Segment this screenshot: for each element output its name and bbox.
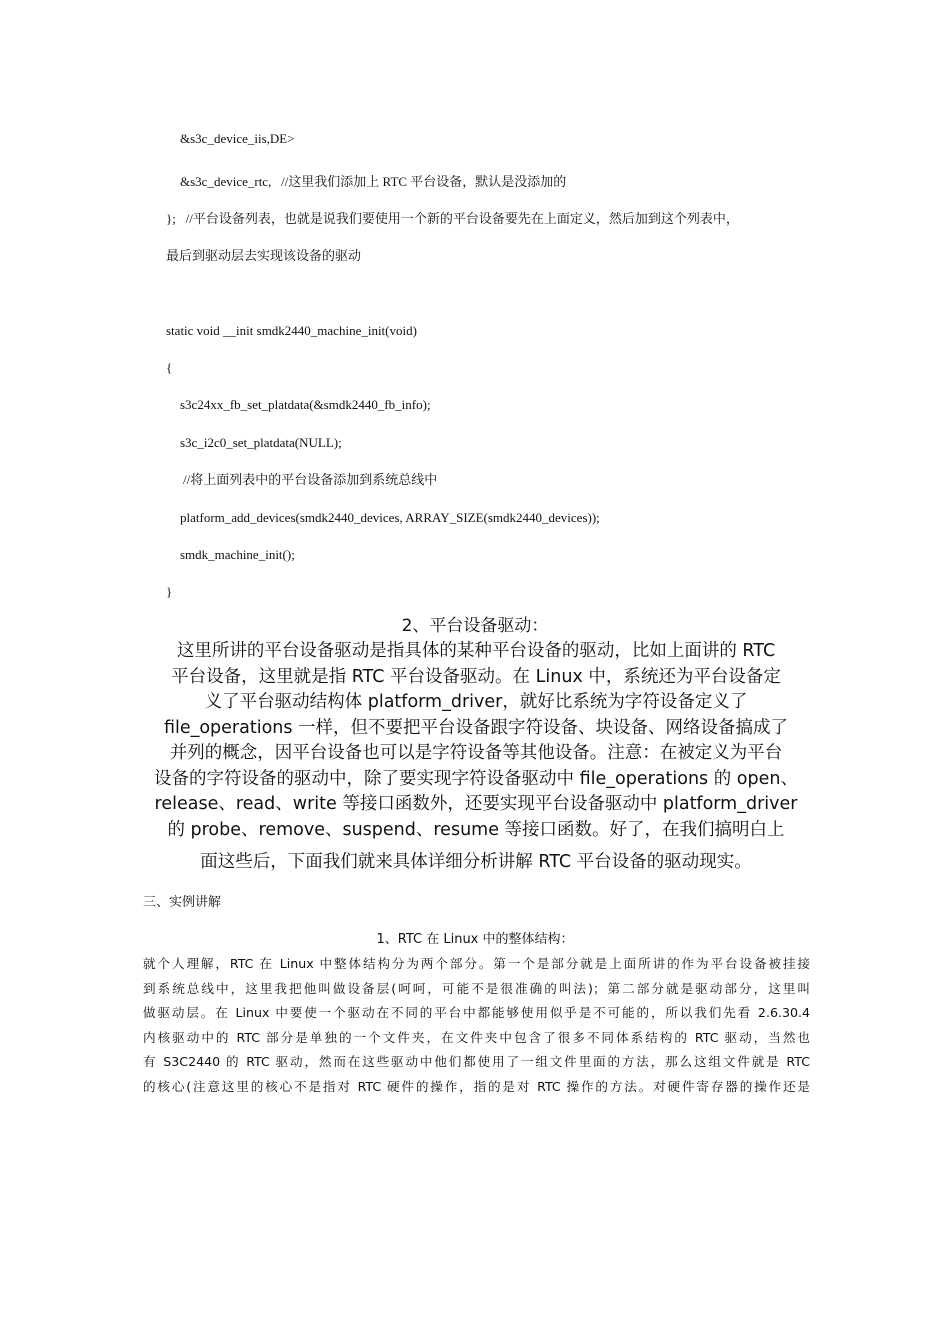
paragraph-line: 有 S3C2440 的 RTC 驱动，然而在这些驱动中他们都使用了一组文件里面的方法，那么这组文件就是 RTC xyxy=(143,1054,810,1069)
code-line: smdk_machine_init(); xyxy=(180,547,295,562)
rtc-structure-paragraph xyxy=(143,952,810,1099)
code-line: platform_add_devices(smdk2440_devices, ARRAY_SIZE(smdk2440_devices)); xyxy=(180,510,600,525)
paragraph-line: release、read、write 等接口函数外，还要实现平台设备驱动中 platform_driver xyxy=(154,794,798,814)
paragraph-line: 设备的字符设备的驱动中，除了要实现字符设备驱动中 file_operations 的 open、 xyxy=(154,768,798,789)
code-line: }; //平台设备列表，也就是说我们要使用一个新的平台设备要先在上面定义，然后加到这个列表中， xyxy=(166,211,739,226)
paragraph-line: 平台设备，这里就是指 RTC 平台设备驱动。在 Linux 中，系统还为平台设备定 xyxy=(171,666,781,687)
paragraph-line: 做驱动层。在 Linux 中要使一个驱动在不同的平台中都能够使用似乎是不可能的，所以我们先看 2.6.30.4 xyxy=(143,1005,810,1020)
paragraph-line: 并列的概念，因平台设备也可以是字符设备等其他设备。注意：在被定义为平台 xyxy=(169,743,783,763)
paragraph-line: 到系统总线中，这里我把他叫做设备层(呵呵，可能不是很准确的叫法)；第二部分就是驱动部分，这里叫 xyxy=(143,980,810,996)
paragraph-line: 面这些后，下面我们就来具体详细分析讲解 RTC 平台设备的驱动现实。 xyxy=(200,852,752,872)
section-heading-example: 三、实例讲解 xyxy=(143,895,222,910)
paragraph-line: 内核驱动中的 RTC 部分是单独的一个文件夹，在文件夹中包含了很多不同体系结构的 RTC 驱动，当然也 xyxy=(143,1029,810,1045)
code-comment: //将上面列表中的平台设备添加到系统总线中 xyxy=(183,472,438,487)
code-line: { xyxy=(166,360,173,375)
code-line: } xyxy=(166,584,173,599)
paragraph-line: 的核心(注意这里的核心不是指对 RTC 硬件的操作，指的是对 RTC 操作的方法。对硬件寄存器的操作还是 xyxy=(143,1078,810,1094)
paragraph-line: 义了平台驱动结构体 platform_driver，就好比系统为字符设备定义了 xyxy=(204,692,748,712)
paragraph-line: 就个人理解，RTC 在 Linux 中整体结构分为两个部分。第一个是部分就是上面所讲的作为平台设备被挂接 xyxy=(143,956,810,971)
section-heading-platform-driver: 2、平台设备驱动： xyxy=(401,616,549,636)
paragraph-line: 这里所讲的平台设备驱动是指具体的某种平台设备的驱动，比如上面讲的 RTC xyxy=(176,641,776,661)
code-line: &s3c_device_iis,DE> xyxy=(180,131,295,146)
paragraph-line: 的 probe、remove、suspend、resume 等接口函数。好了，在我们搞明白上 xyxy=(167,819,785,840)
code-line: &s3c_device_rtc, //这里我们添加上 RTC 平台设备，默认是没添加的 xyxy=(180,174,567,189)
paragraph-line: file_operations 一样，但不要把平台设备跟字符设备、块设备、网络设备搞成了 xyxy=(163,717,789,738)
code-line: s3c24xx_fb_set_platdata(&smdk2440_fb_info); xyxy=(180,397,431,412)
platform-driver-paragraph xyxy=(140,639,812,876)
subsection-heading-rtc-structure: 1、RTC 在 Linux 中的整体结构： xyxy=(376,932,574,947)
code-line: static void __init smdk2440_machine_init(void) xyxy=(166,323,417,338)
code-line: 最后到驱动层去实现该设备的驱动 xyxy=(166,248,362,263)
code-line: s3c_i2c0_set_platdata(NULL); xyxy=(180,435,342,450)
